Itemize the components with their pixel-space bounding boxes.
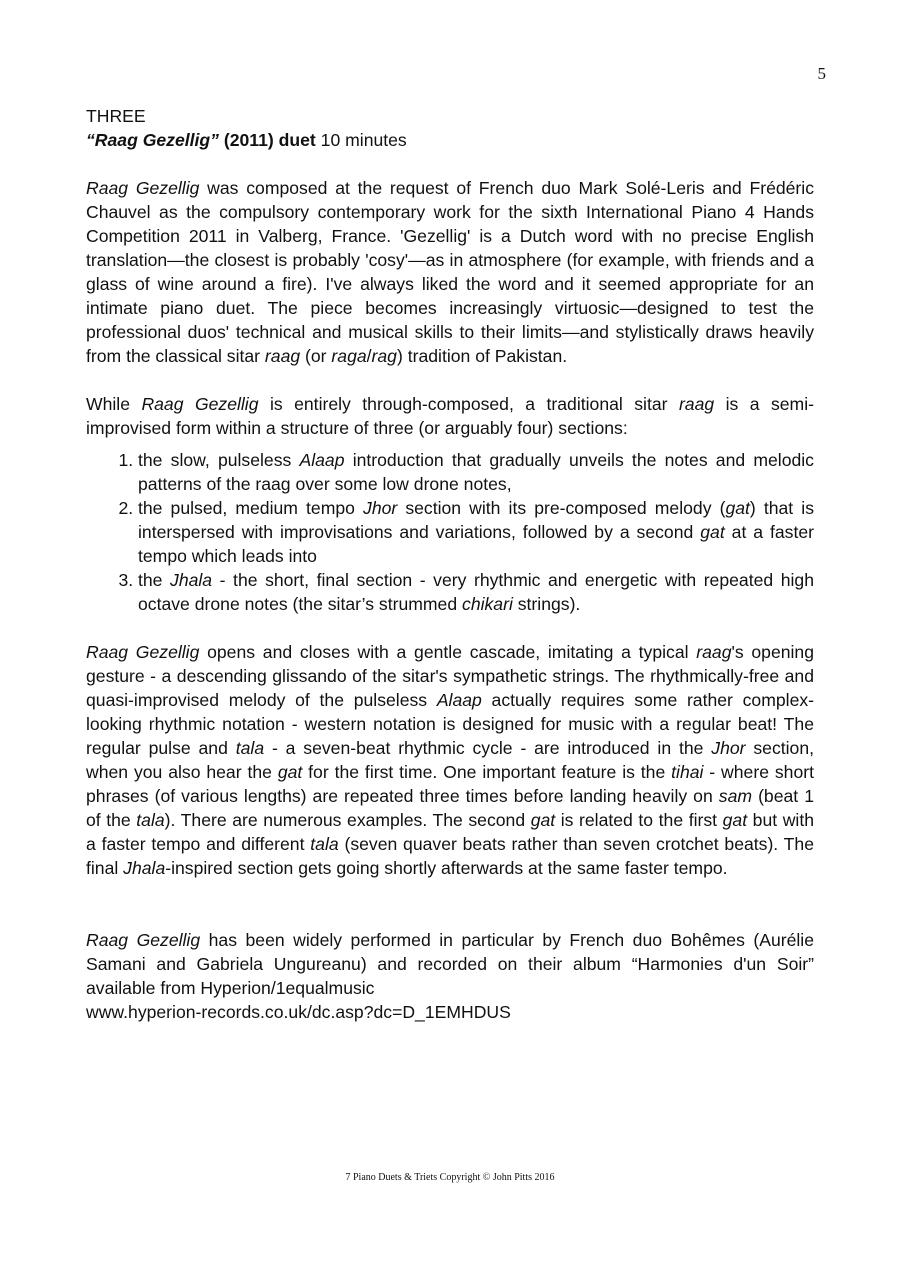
hyperion-url: www.hyperion-records.co.uk/dc.asp?dc=D_1EMHDUS bbox=[86, 1002, 511, 1022]
sections-list bbox=[86, 448, 814, 616]
copyright-footer: 7 Piano Duets & Triets Copyright © John Pitts 2016 bbox=[345, 1172, 555, 1183]
piece-duration: 10 minutes bbox=[320, 130, 407, 150]
piece-heading bbox=[86, 128, 814, 152]
page-content bbox=[86, 104, 814, 1024]
list-item: 3. the Jhala - the short, final section - very rhythmic and energetic with repeated high octave drone notes (the sitar’s strummed chikari strings). bbox=[138, 568, 814, 616]
paragraph-intro: Raag Gezellig was composed at the request of French duo Mark Solé-Leris and Frédéric Chauvel as the compulsory contemporary work for the sixth International Piano 4 Hands Competition 2011 in Valberg, France. 'Gezellig' is a Dutch word with no precise English translation—the closest is probably 'cosy'—as in atmosphere (for example, with friends and a glass of wine around a fire). I've always liked the word and it seemed appropriate for an intimate piano duet. The piece becomes increasingly virtuosic—designed to test the professional duos' technical and musical skills to their limits—and stylistically draws heavily from the classical sitar raag (or raga/rag) tradition of Pakistan. bbox=[86, 178, 814, 366]
piece-type: duet bbox=[278, 130, 316, 150]
paragraph-performance: Raag Gezellig has been widely performed in particular by French duo Bohêmes (Aurélie Samani and Gabriela Ungureanu) and recorded on their album “Harmonies d'un Soir” available from Hyperion/1equalmusic www.hyperion-records.co.uk/dc.asp?dc=D_1EMHDUS bbox=[86, 930, 814, 1022]
piece-year: (2011) bbox=[223, 130, 274, 150]
list-item: 1. the slow, pulseless Alaap introduction that gradually unveils the notes and melodic patterns of the raag over some low drone notes, bbox=[138, 448, 814, 496]
paragraph-structure: While Raag Gezellig is entirely through-composed, a traditional sitar raag is a semi-improvised form within a structure of three (or arguably four) sections: bbox=[86, 394, 814, 438]
page-number: 5 bbox=[817, 64, 826, 83]
piece-title: “Raag Gezellig” bbox=[86, 130, 219, 150]
list-item: 2. the pulsed, medium tempo Jhor section with its pre-composed melody (gat) that is interspersed with improvisations and variations, followed by a second gat at a faster tempo which leads into bbox=[138, 496, 814, 568]
section-number: THREE bbox=[86, 106, 146, 126]
paragraph-description: Raag Gezellig opens and closes with a gentle cascade, imitating a typical raag's opening gesture - a descending glissando of the sitar's sympathetic strings. The rhythmically-free and quasi-improvised melody of the pulseless Alaap actually requires some rather complex-looking rhythmic notation - western notation is designed for music with a regular beat! The regular pulse and tala - a seven-beat rhythmic cycle - are introduced in the Jhor section, when you also hear the gat for the first time. One important feature is the tihai - where short phrases (of various lengths) are repeated three times before landing heavily on sam (beat 1 of the tala). There are numerous examples. The second gat is related to the first gat but with a faster tempo and different tala (seven quaver beats rather than seven crotchet beats). The final Jhala-inspired section gets going shortly afterwards at the same faster tempo. bbox=[86, 642, 815, 878]
